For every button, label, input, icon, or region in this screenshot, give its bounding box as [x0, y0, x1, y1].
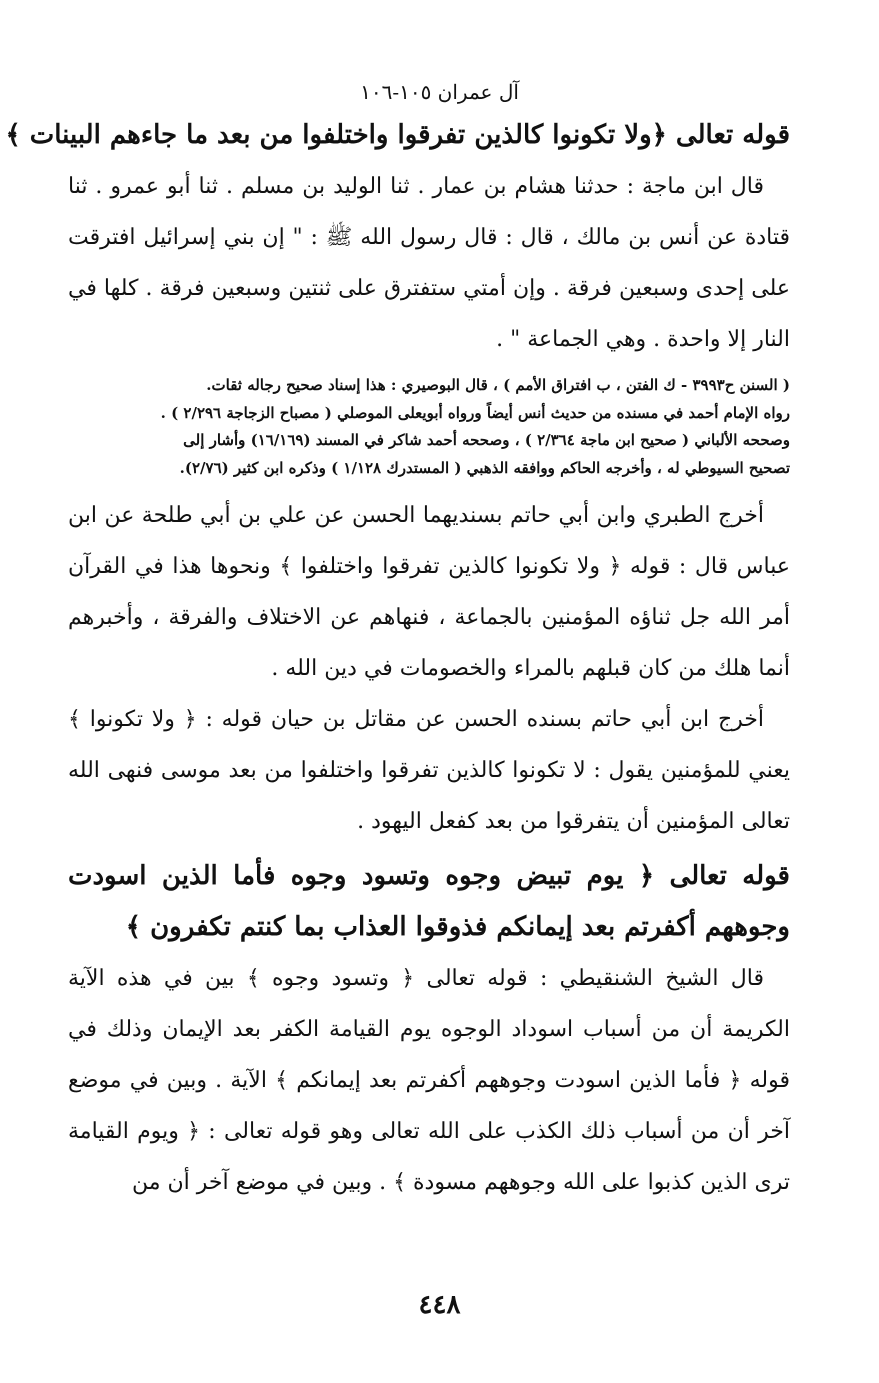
footnote-line: رواه الإمام أحمد في مسنده من حديث أنس أيضاً ورواه أبويعلى الموصلي ( مصباح الزجاجة ٢/٢٩٦ ) .	[160, 403, 790, 422]
hadith-paragraph: قال ابن ماجة : حدثنا هشام بن عمار . ثنا الوليد بن مسلم . ثنا أبو عمرو . ثنا قتادة عن أنس بن مالك ، قال : قال رسول الله ﷺ : " إن بني إسرائيل افترقت على إحدى وسبعين فرقة . وإن أمتي ستفترق على ثنتين وسبعين فرقة . كلها في النار إلا واحدة . وهي الجماعة " .	[68, 174, 790, 352]
section-heading-1: قوله تعالى ﴿ولا تكونوا كالذين تفرقوا واختلفوا من بعد ما جاءهم البينات ﴾	[5, 120, 790, 150]
page-number: ٤٤٨	[418, 1290, 461, 1320]
footnote-line: وصححه الألباني ( صحيح ابن ماجة ٢/٣٦٤ ) ، وصححه أحمد شاكر في المسند (١٦/١٦٩) وأشار إلى	[183, 431, 790, 449]
page-body	[5, 110, 791, 1208]
shinqiti-paragraph: قال الشيخ الشنقيطي : قوله تعالى ﴿ وتسود وجوه ﴾ بين في هذه الآية الكريمة أن من أسباب اسوداد الوجوه يوم القيامة الكفر بعد الإيمان وذلك في قوله ﴿ فأما الذين اسودت وجوههم أكفرتم بعد إيمانكم ﴾ الآية . وبين في موضع آخر أن من أسباب ذلك الكذب على الله تعالى وهو قوله تعالى : ﴿ ويوم القيامة ترى الذين كذبوا على الله وجوههم مسودة ﴾ . وبين في موضع آخر أن من	[68, 966, 790, 1195]
footnote-line: ( السنن ح٣٩٩٣ - ك الفتن ، ب افتراق الأمم ) ، قال البوصيري : هذا إسناد صحيح رجاله ثقات.	[206, 376, 790, 394]
footnote-block	[68, 372, 790, 482]
tabari-paragraph: أخرج الطبري وابن أبي حاتم بسنديهما الحسن عن علي بن أبي طلحة عن ابن عباس قال : قوله ﴿ ولا تكونوا كالذين تفرقوا واختلفوا ﴾ ونحوها هذا في القرآن أمر الله جل ثناؤه المؤمنين بالجماعة ، فنهاهم عن الاختلاف والفرقة ، وأخبرهم أنما هلك من كان قبلهم بالمراء والخصومات في دين الله .	[68, 503, 790, 681]
footnote-line: تصحيح السيوطي له ، وأخرجه الحاكم ووافقه الذهبي ( المستدرك ١/١٢٨ ) وذكره ابن كثير (٢/٧٦).	[179, 458, 790, 477]
section-heading-2: قوله تعالى ﴿ يوم تبيض وجوه وتسود وجوه فأما الذين اسودت وجوههم أكفرتم بعد إيمانكم فذوقوا العذاب بما كنتم تكفرون ﴾	[68, 861, 790, 942]
ibn-abi-hatim-paragraph: أخرج ابن أبي حاتم بسنده الحسن عن مقاتل بن حيان قوله : ﴿ ولا تكونوا ﴾ يعني للمؤمنين يقول : لا تكونوا كالذين تفرقوا واختلفوا من بعد موسى فنهى الله تعالى المؤمنين أن يتفرقوا من بعد كفعل اليهود .	[68, 707, 791, 834]
running-header: آل عمران ١٠٥-١٠٦	[360, 80, 519, 104]
